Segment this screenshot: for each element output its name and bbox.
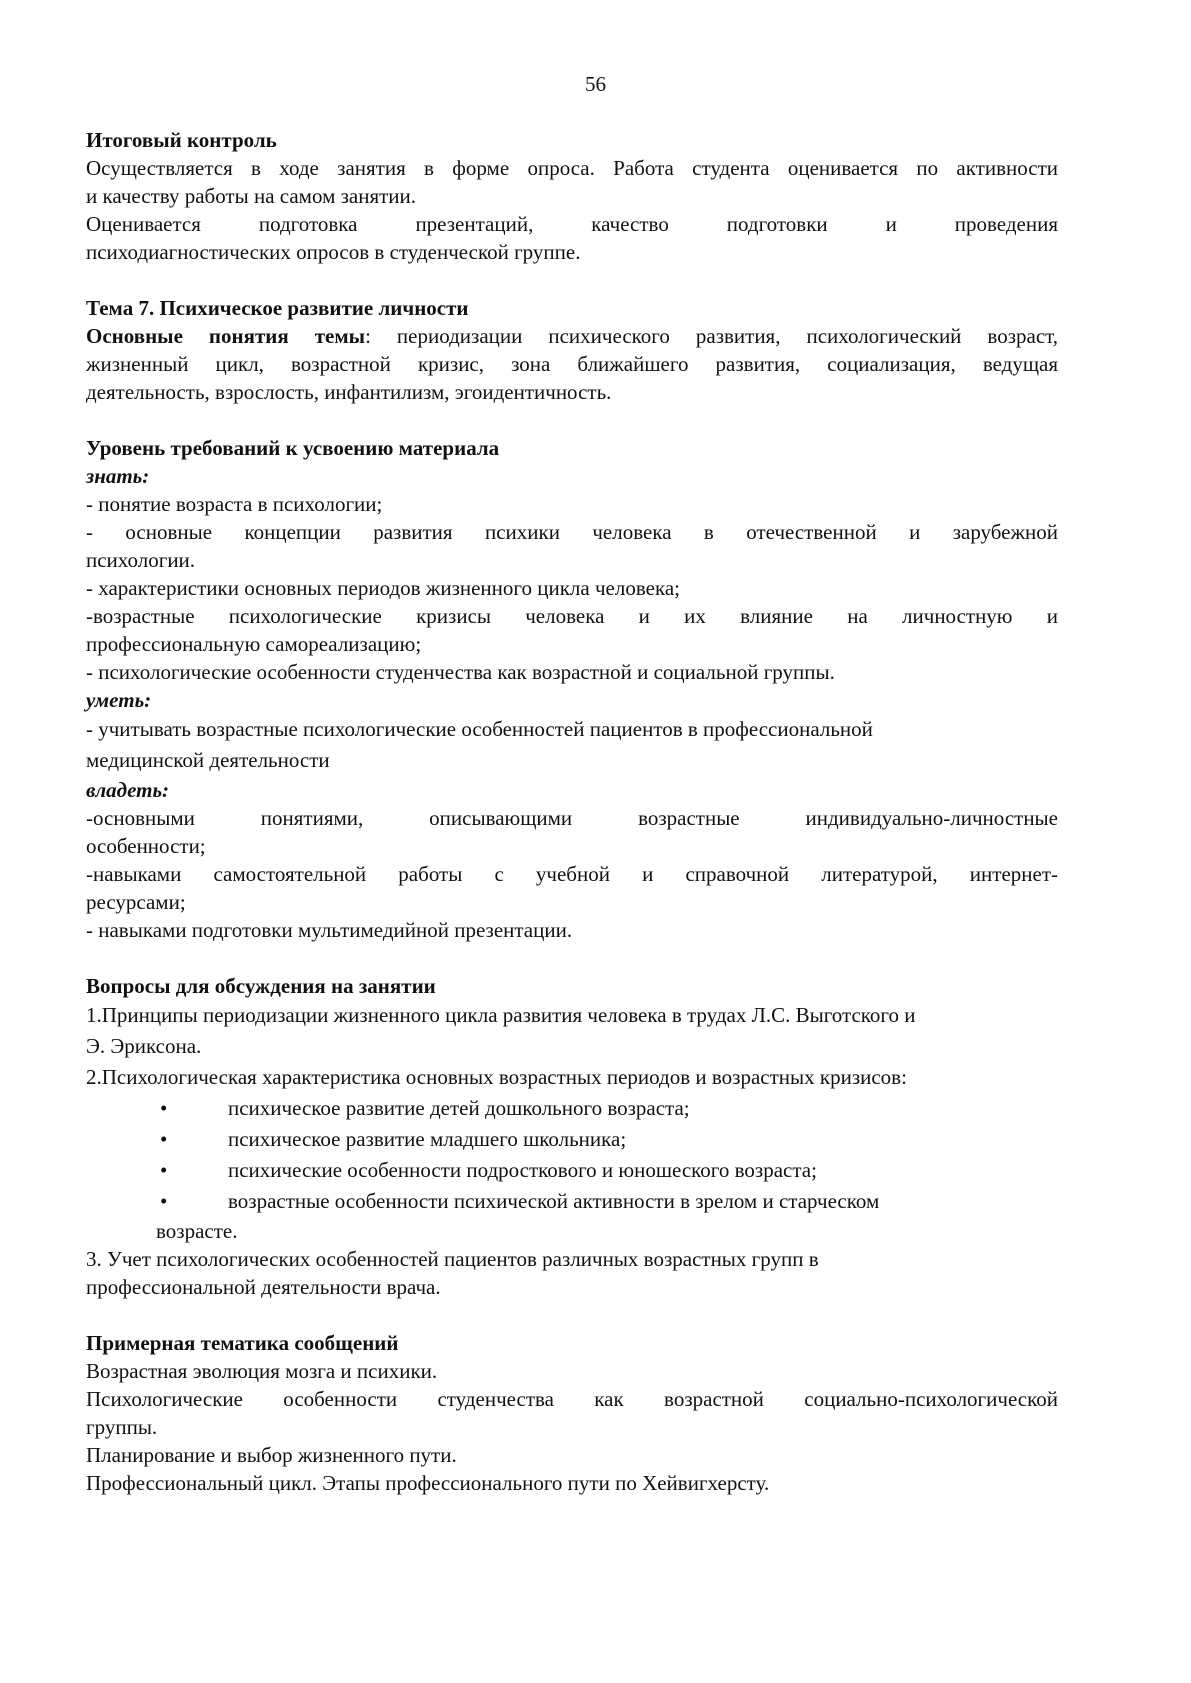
- final-control-line: психодиагностических опросов в студенческой группе.: [86, 240, 581, 264]
- own-item: -навыками самостоятельной работы с учебной и справочной литературой, интернет-: [86, 862, 1058, 886]
- know-item: - характеристики основных периодов жизненного цикла человека;: [86, 576, 680, 600]
- concepts-label: Основные понятия темы: [86, 324, 366, 348]
- message-topic: Планирование и выбор жизненного пути.: [86, 1443, 457, 1467]
- own-label: владеть:: [86, 778, 170, 802]
- know-item: профессиональную самореализацию;: [86, 632, 422, 656]
- question-1: 1.Принципы периодизации жизненного цикла развития человека в трудах Л.С. Выготского и: [86, 1003, 916, 1027]
- know-item: - основные концепции развития психики человека в отечественной и зарубежной: [86, 520, 1058, 544]
- question-3: 3. Учет психологических особенностей пациентов различных возрастных групп в: [86, 1247, 819, 1271]
- own-item: -основными понятиями, описывающими возрастные индивидуально-личностные: [86, 806, 1058, 830]
- question-2-bullets: [86, 1093, 1058, 1245]
- list-item: • психическое развитие детей дошкольного возраста;: [86, 1093, 1058, 1124]
- bullet-icon: •: [160, 1158, 168, 1182]
- page-number: 56: [585, 72, 606, 96]
- messages-heading: Примерная тематика сообщений: [86, 1331, 399, 1355]
- final-control-heading: Итоговый контроль: [86, 128, 277, 152]
- page-content: [86, 126, 1058, 1497]
- message-topic: группы.: [86, 1415, 158, 1439]
- own-item: ресурсами;: [86, 890, 186, 914]
- final-control-line: Осуществляется в ходе занятия в форме опроса. Работа студента оценивается по активности: [86, 156, 1058, 180]
- message-topic: Психологические особенности студенчества как возрастной социально-психологической: [86, 1387, 1058, 1411]
- question-2: 2.Психологическая характеристика основных возрастных периодов и возрастных кризисов:: [86, 1065, 907, 1089]
- final-control-line: Оценивается подготовка презентаций, качество подготовки и проведения: [86, 212, 1058, 236]
- can-item: - учитывать возрастные психологические особенностей пациентов в профессиональной: [86, 717, 873, 741]
- bullet-icon: •: [160, 1096, 168, 1120]
- list-item: • психическое развитие младшего школьника;: [86, 1124, 1058, 1155]
- message-topic: Возрастная эволюция мозга и психики.: [86, 1359, 438, 1383]
- question-1: Э. Эриксона.: [86, 1034, 202, 1058]
- topic-heading: Тема 7. Психическое развитие личности: [86, 296, 469, 320]
- know-item: -возрастные психологические кризисы человека и их влияние на личностную и: [86, 604, 1058, 628]
- final-control-line: и качеству работы на самом занятии.: [86, 184, 417, 208]
- concepts-line: жизненный цикл, возрастной кризис, зона ближайшего развития, социализация, ведущая: [86, 352, 1058, 376]
- can-label: уметь:: [86, 688, 152, 712]
- message-topic: Профессиональный цикл. Этапы профессионального пути по Хейвигхерсту.: [86, 1471, 770, 1495]
- know-item: - понятие возраста в психологии;: [86, 492, 383, 516]
- bullet-icon: •: [160, 1127, 168, 1151]
- know-label: знать:: [86, 464, 150, 488]
- concepts-text: : периодизации психического развития, психологический возраст,: [365, 324, 1058, 348]
- know-item: психологии.: [86, 548, 196, 572]
- can-item: медицинской деятельности: [86, 748, 330, 772]
- bullet-icon: •: [160, 1189, 168, 1213]
- concepts-line: [86, 322, 1058, 350]
- own-item: особенности;: [86, 834, 206, 858]
- bullet-continuation: возрасте.: [156, 1219, 238, 1243]
- questions-heading: Вопросы для обсуждения на занятии: [86, 974, 436, 998]
- list-item: • возрастные особенности психической активности в зрелом и старческом возрасте.: [86, 1186, 1058, 1245]
- know-item: - психологические особенности студенчества как возрастной и социальной группы.: [86, 660, 835, 684]
- concepts-line: деятельность, взрослость, инфантилизм, эгоидентичность.: [86, 380, 612, 404]
- question-3: профессиональной деятельности врача.: [86, 1275, 441, 1299]
- own-item: - навыками подготовки мультимедийной презентации.: [86, 918, 573, 942]
- requirements-heading: Уровень требований к усвоению материала: [86, 436, 500, 460]
- list-item: • психические особенности подросткового и юношеского возраста;: [86, 1155, 1058, 1186]
